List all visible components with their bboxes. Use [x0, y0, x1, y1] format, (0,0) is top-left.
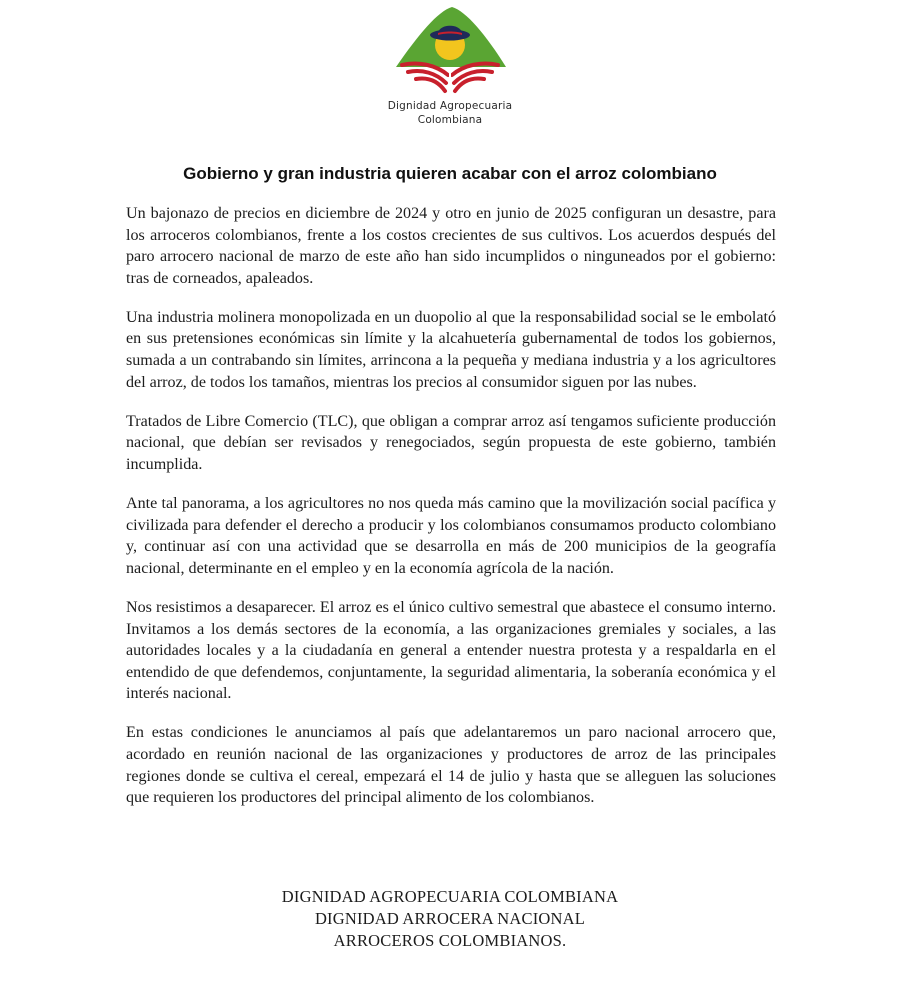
signature-line: ARROCEROS COLOMBIANOS. [333, 931, 567, 950]
signature-line: DIGNIDAD ARROCERA NACIONAL [314, 909, 586, 928]
signature-block [0, 886, 900, 952]
organization-name-line2: Colombiana [417, 114, 483, 126]
organization-name-line1: Dignidad Agropecuaria [387, 100, 513, 112]
paragraph: Nos resistimos a desaparecer. El arroz es el único cultivo semestral que abastece el consumo interno. Invitamos a los demás sectores de la economía, a las organizaciones gremiales y sociales, a las autoridades locales y a la ciudadanía en general a entender nuestra protesta y a respaldarla en el entendido de que defendemos, conjuntamente, la seguridad alimentaria, la soberanía económica y el interés nacional. [126, 598, 776, 703]
paragraph: Un bajonazo de precios en diciembre de 2024 y otro en junio de 2025 configuran un desastre, para los arroceros colombianos, frente a los costos crecientes de sus cultivos. Los acuerdos después del paro arrocero nacional de marzo de este año han sido incumplidos o ninguneados por el gobierno: tras de corneados, apaleados. [126, 205, 776, 287]
document-title: Gobierno y gran industria quieren acabar con el arroz colombiano [183, 164, 717, 183]
signature-line: DIGNIDAD AGROPECUARIA COLOMBIANA [281, 887, 619, 906]
paragraph: Tratados de Libre Comercio (TLC), que obligan a comprar arroz así tengamos suficiente producción nacional, que debían ser revisados y renegociados, según propuesta de este gobierno, también incumplida. [126, 412, 776, 473]
paragraph: Ante tal panorama, a los agricultores no nos queda más camino que la movilización social pacífica y civilizada para defender el derecho a producir y los colombianos consumamos producto colombiano y, continuar así con una actividad que se desarrolla en más de 200 municipios de la geografía nacional, determinante en el empleo y en la economía agrícola de la nación. [126, 495, 776, 577]
paragraph: En estas condiciones le anunciamos al país que adelantaremos un paro nacional arrocero que, acordado en reunión nacional de las organizaciones y productores de arroz de las principales regiones donde se cultiva el cereal, empezará el 14 de julio y hasta que se alleguen las soluciones que requieren los productores del principal alimento de los colombianos. [126, 724, 776, 807]
document-body [126, 203, 776, 826]
organization-logo-icon [388, 5, 512, 100]
paragraph: Una industria molinera monopolizada en un duopolio al que la responsabilidad social se le embolató en sus pretensiones económicas sin límite y la alcahuetería gubernamental de todos los gobiernos, sumada a un contrabando sin límites, arrincona a la pequeña y mediana industria y a los agricultores del arroz, de todos los tamaños, mientras los precios al consumidor siguen por las nubes. [126, 308, 776, 391]
